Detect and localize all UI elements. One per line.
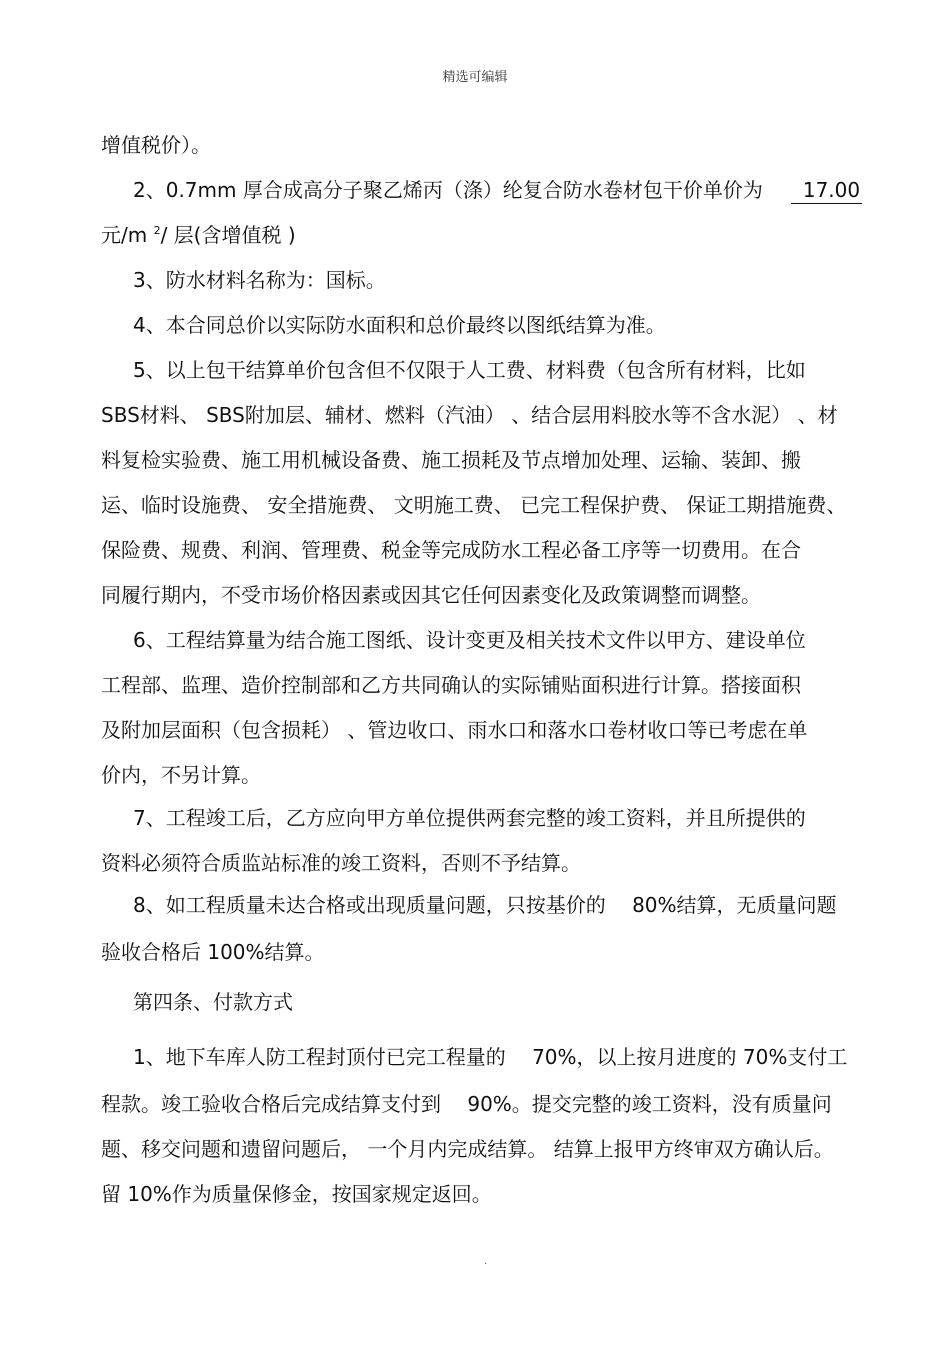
text-line: 3、防水材料名称为：国标。 [133, 268, 386, 292]
text-line: 工程部、监理、造价控制部和乙方共同确认的实际铺贴面积进行计算。搭接面积 [101, 673, 801, 697]
unit-price-value: 17.00 [791, 178, 862, 204]
text-span: 2、0.7mm 厚合成高分子聚乙烯丙（涤）纶复合防水卷材包干价单价为 [133, 178, 763, 202]
text-line: 及附加层面积（包含损耗） 、管边收口、雨水口和落水口卷材收口等已考虑在单 [101, 718, 808, 742]
text-line: 资料必须符合质监站标准的竣工资料，否则不予结算。 [101, 851, 581, 875]
text-span: / 层(含增值税 ) [160, 223, 296, 247]
section-heading: 第四条、付款方式 [133, 990, 293, 1014]
text-line [133, 178, 862, 204]
text-line: 价内，不另计算。 [101, 763, 261, 787]
text-line: 4、本合同总价以实际防水面积和总价最终以图纸结算为准。 [133, 313, 666, 337]
text-span: 元/m [101, 223, 154, 247]
text-line: 同履行期内，不受市场价格因素或因其它任何因素变化及政策调整而调整。 [101, 583, 761, 607]
text-line: 料复检实验费、施工用机械设备费、施工损耗及节点增加处理、运输、装卸、搬 [101, 448, 801, 472]
text-line: 留 10%作为质量保修金，按国家规定返回。 [101, 1182, 492, 1206]
text-line: 1、地下车库人防工程封顶付已完工程量的 70%，以上按月进度的 70%支付工 [133, 1045, 848, 1069]
text-line: 程款。竣工验收合格后完成结算支付到 90%。提交完整的竣工资料，没有质量问 [101, 1092, 832, 1116]
footer-mark: . [484, 1256, 488, 1267]
text-line: 保险费、规费、利润、管理费、税金等完成防水工程必备工序等一切费用。在合 [101, 538, 801, 562]
page-header: 精选可编辑 [442, 70, 508, 85]
text-line: 验收合格后 100%结算。 [101, 940, 325, 964]
text-line: 5、以上包干结算单价包含但不仅限于人工费、材料费（包含所有材料，比如 [133, 358, 806, 382]
text-line: 6、工程结算量为结合施工图纸、设计变更及相关技术文件以甲方、建设单位 [133, 628, 806, 652]
text-line: SBS材料、 SBS附加层、辅材、燃料（汽油） 、结合层用料胶水等不含水泥） 、材 [101, 403, 838, 427]
text-line: 运、临时设施费、 安全措施费、 文明施工费、 已完工程保护费、 保证工期措施费、 [101, 493, 847, 517]
text-line: 增值税价）。 [101, 133, 211, 157]
text-line [101, 223, 296, 247]
text-line: 7、工程竣工后，乙方应向甲方单位提供两套完整的竣工资料，并且所提供的 [133, 806, 806, 830]
text-line: 题、移交问题和遗留问题后， 一个月内完成结算。 结算上报甲方终审双方确认后。 [101, 1137, 834, 1161]
superscript: 2 [153, 224, 161, 237]
text-line: 8、如工程质量未达合格或出现质量问题，只按基价的 80%结算，无质量问题 [133, 893, 837, 917]
